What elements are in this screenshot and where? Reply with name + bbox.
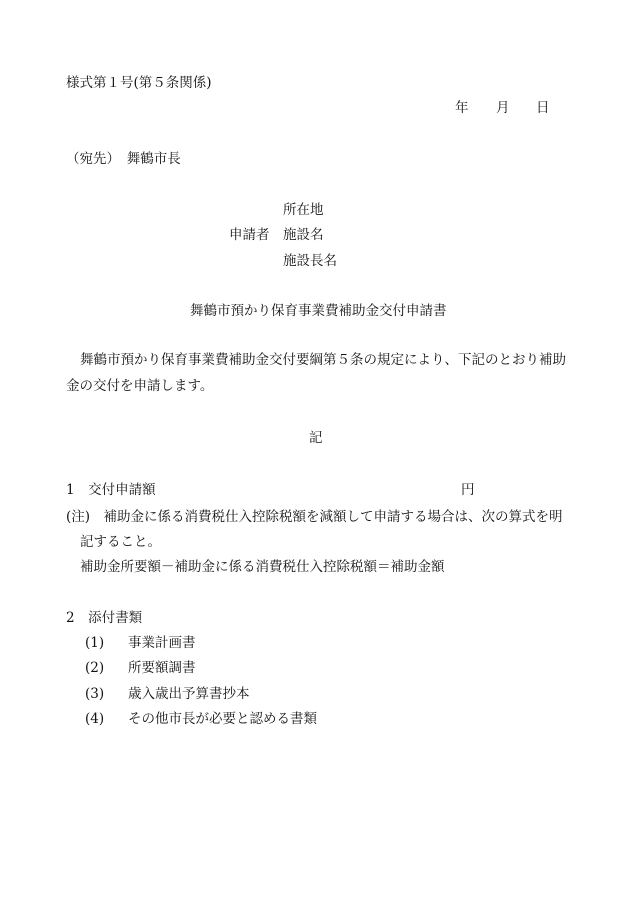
date-month-label: 月 (496, 100, 510, 116)
attachment-item-number: (2) (85, 660, 105, 676)
applicant-location-label: 所在地 (283, 202, 324, 218)
date-year-label: 年 (455, 100, 469, 116)
attachment-item-text: 歳入歳出予算書抄本 (128, 686, 250, 702)
applicant-facility-name-label: 施設名 (283, 227, 324, 243)
attachment-item-text: 所要額調書 (128, 660, 196, 676)
note-line-2: 記すること。 (80, 534, 161, 550)
attachment-item-number: (4) (85, 711, 105, 727)
form-number: 様式第１号(第５条関係) (66, 75, 212, 91)
addressee: （宛先） 舞鶴市長 (66, 151, 181, 167)
section-2-heading: 2 添付書類 (66, 610, 143, 626)
applicant-facility-head-label: 施設長名 (283, 253, 337, 269)
attachment-item-number: (1) (85, 635, 105, 651)
document-title: 舞鶴市預かり保育事業費補助金交付申請書 (190, 303, 447, 319)
amount-unit-yen: 円 (461, 482, 475, 498)
attachment-item-number: (3) (85, 686, 105, 702)
body-text-line-2: 金の交付を申請します。 (66, 378, 214, 394)
section-1-heading: 1 交付申請額 (66, 482, 156, 498)
note-formula: 補助金所要額－補助金に係る消費税仕入控除税額＝補助金額 (80, 559, 445, 575)
note-line-1: (注) 補助金に係る消費税仕入控除税額を減額して申請する場合は、次の算式を明 (66, 509, 563, 525)
applicant-label: 申請者 (229, 227, 270, 243)
date-day-label: 日 (536, 100, 550, 116)
attachment-item-text: 事業計画書 (128, 635, 196, 651)
ki-heading: 記 (309, 430, 323, 446)
body-text-line-1: 舞鶴市預かり保育事業費補助金交付要綱第５条の規定により、下記のとおり補助 (80, 352, 566, 368)
attachment-item-text: その他市長が必要と認める書類 (128, 711, 317, 727)
